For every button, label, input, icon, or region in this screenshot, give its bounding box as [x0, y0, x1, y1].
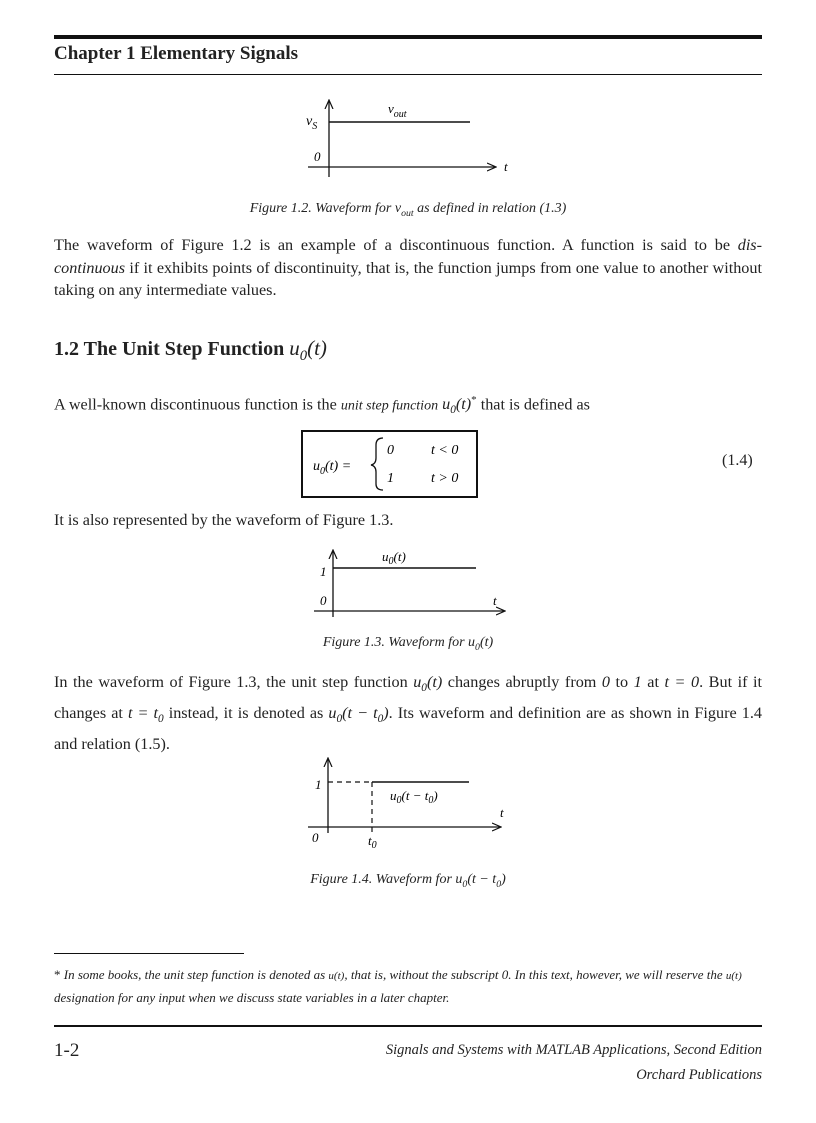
- header-bottom-rule: [54, 74, 762, 75]
- paragraph-shifted-step: In the waveform of Figure 1.3, the unit step function $u_0(t)$ changes abruptly from 0 to 1 at t = 0. But if it changes at $t = t_0$ instead, it is denoted as $u_0(t - t_0)$. Its waveform and definition are as shown in Figure 1.4 and relation (1.5).: [54, 673, 763, 754]
- eq14-lhs: $u_0(t)$ =: [313, 459, 352, 477]
- figure-1-2-caption: Figure 1.2. Waveform for $v_{out}$ as defined in relation (1.3): [249, 201, 567, 219]
- fig14-label-t0: $t_0$: [368, 833, 377, 851]
- footer-rule: [54, 1025, 762, 1027]
- eq14-case1-cond: t < 0: [431, 443, 459, 458]
- fig13-label-zero: 0: [320, 593, 327, 608]
- section-heading-1-2: 1.2 The Unit Step Function $u_0(t)$: [54, 336, 327, 365]
- figure-1-3-caption: Figure 1.3. Waveform for $u_0(t)$: [322, 635, 494, 653]
- eq14-case2-cond: t > 0: [431, 471, 459, 486]
- fig12-label-t: t: [504, 159, 508, 174]
- chapter-title: Chapter 1 Elementary Signals: [54, 43, 299, 64]
- equation-1-4-number: (1.4): [722, 452, 753, 469]
- fig14-label-u: $u_0(t - t_0)$: [390, 788, 438, 806]
- fig12-label-zero: 0: [314, 149, 321, 164]
- paragraph-waveform-ref: It is also represented by the waveform of Figure 1.3.: [54, 511, 394, 529]
- footer-book-title: Signals and Systems with MATLAB Applications, Second Edition: [385, 1042, 762, 1058]
- paragraph-discontinuous: The waveform of Figure 1.2 is an example of a discontinuous function. A function is said to be dis-continuous if it exhibits points of discontinuity, that is, the function jumps from one value to another without taking on any intermediate values.: [54, 236, 762, 299]
- figure-1-3: [300, 545, 520, 625]
- figure-1-2: [290, 95, 530, 185]
- eq14-case2-value: 1: [387, 471, 394, 486]
- footnote: * In some books, the unit step function is denoted as u(t), that is, without the subscript 0. In this text, however, we will reserve the u(t) designation for any input when we discuss state variables in a later chapter.: [54, 967, 742, 1005]
- fig13-label-one: 1: [320, 564, 327, 579]
- figure-1-4: [300, 755, 520, 855]
- page-number: 1-2: [54, 1040, 80, 1061]
- fig12-label-vout: $v_{out}$: [388, 101, 407, 120]
- fig14-label-zero: 0: [312, 830, 319, 845]
- paragraph-unit-step-intro: A well-known discontinuous function is the unit step function $u_0(t)^*$ that is defined as: [54, 394, 590, 417]
- fig14-label-t: t: [500, 805, 504, 820]
- fig12-label-vs: $v_S$: [306, 114, 318, 132]
- equation-1-4-box: [301, 430, 478, 498]
- footer-publisher: Orchard Publications: [636, 1067, 762, 1083]
- fig13-label-t: t: [493, 593, 497, 608]
- footnote-rule: [54, 953, 244, 954]
- equation-1-4: [303, 432, 476, 496]
- fig13-label-u: $u_0(t)$: [382, 549, 406, 567]
- eq14-case1-value: 0: [387, 443, 394, 458]
- figure-1-4-caption: Figure 1.4. Waveform for $u_0(t - t_0)$: [310, 872, 506, 890]
- eq14-brace: [371, 438, 383, 490]
- fig14-label-one: 1: [315, 777, 322, 792]
- header-top-rule: [54, 35, 762, 39]
